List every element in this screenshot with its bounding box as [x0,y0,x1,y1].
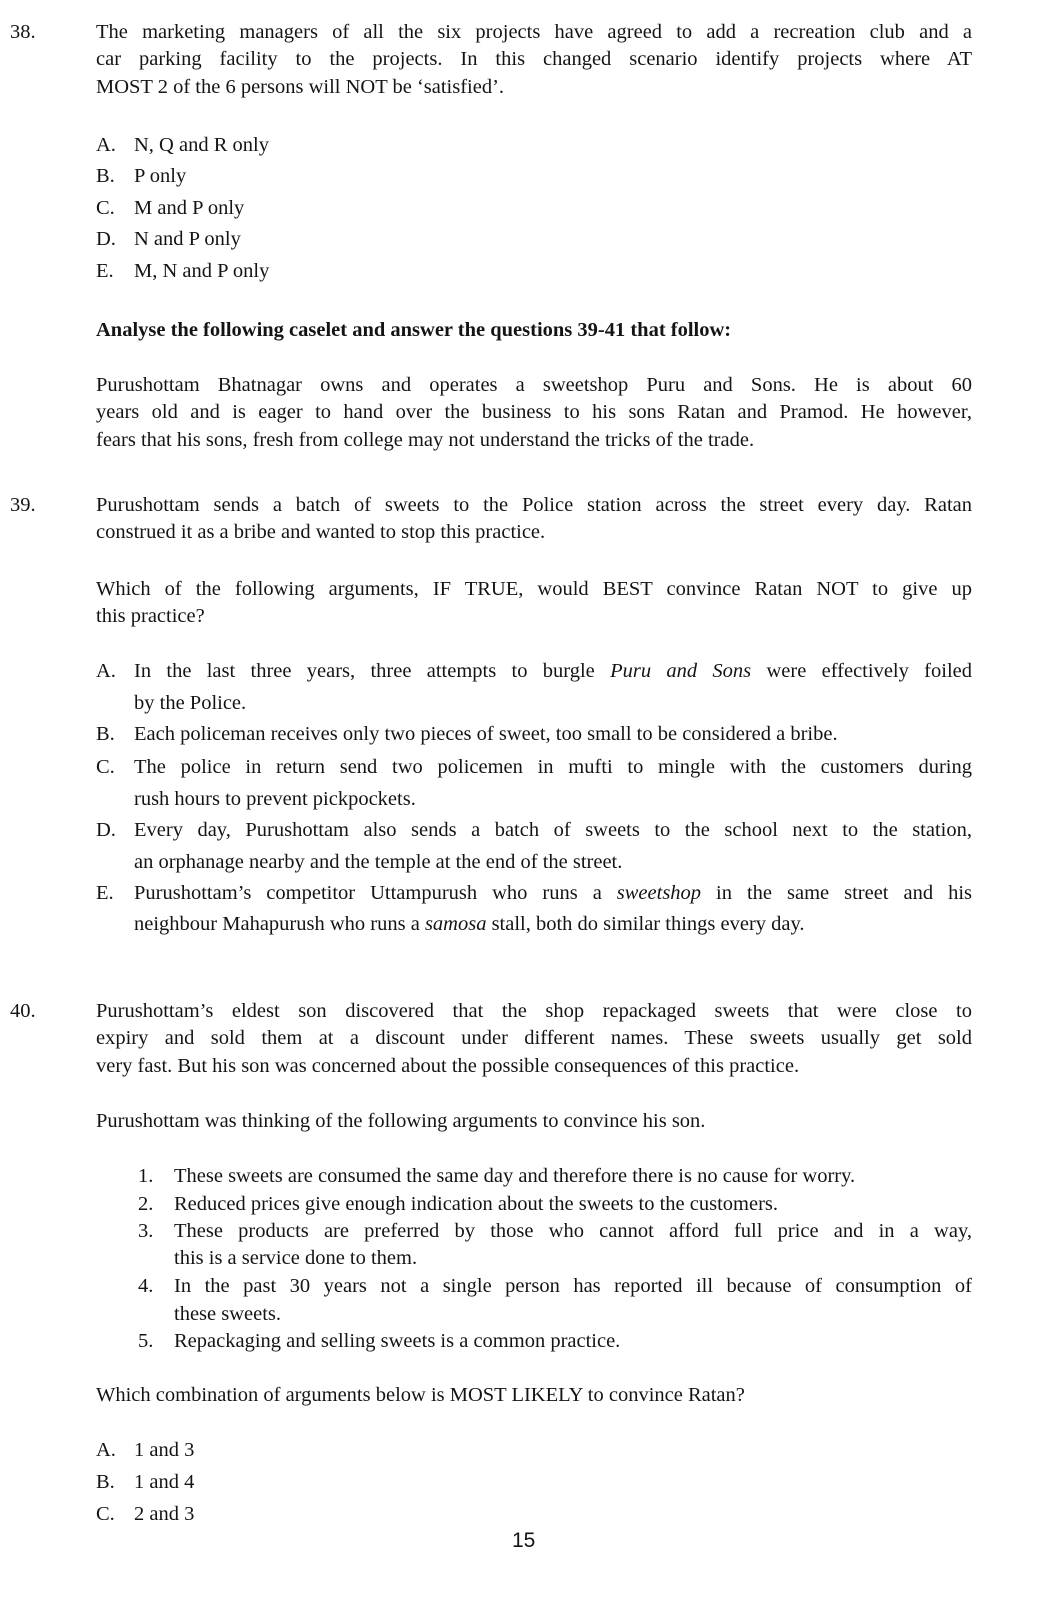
option-text: 1 and 4 [134,1471,195,1493]
question-prompt-line: Which of the following arguments, IF TRUE, would BEST convince Ratan NOT to give up [96,578,972,600]
question-number: 40. [10,1000,36,1022]
option-letter: B. [96,723,115,745]
question-text-line: construed it as a bribe and wanted to stop this practice. [96,521,546,543]
option-letter: E. [96,260,114,282]
option-text-line: Every day, Purushottam also sends a batch of sweets to the school next to the station, [134,819,972,841]
sweetshop-italic: sweetshop [616,882,702,904]
argument-text-line: this is a service done to them. [174,1247,418,1269]
option-text-line: Each policeman receives only two pieces of sweet, too small to be considered a bribe. [134,723,838,745]
argument-text-line: These sweets are consumed the same day and therefore there is no cause for worry. [174,1165,856,1187]
option-text: 2 and 3 [134,1503,195,1525]
option-letter: D. [96,228,116,250]
option-letter: E. [96,882,114,904]
argument-number: 5. [138,1330,154,1352]
question-text-line: car parking facility to the projects. In this changed scenario identify projects where AT [96,48,972,70]
option-text: N, Q and R only [134,134,269,156]
question-prompt-line: this practice? [96,605,205,627]
question-text-line: very fast. But his son was concerned about the possible consequences of this practice. [96,1055,800,1077]
question-text-line: Purushottam’s eldest son discovered that the shop repackaged sweets that were close to [96,1000,972,1022]
caselet-text-line: Purushottam Bhatnagar owns and operates a sweetshop Puru and Sons. He is about 60 [96,374,972,396]
question-intro: Purushottam was thinking of the following arguments to convince his son. [96,1110,706,1132]
option-text-line: rush hours to prevent pickpockets. [134,788,416,810]
option-text-line: In the last three years, three attempts to burgle Puru and Sons were effectively foiled [134,660,972,682]
option-text: M and P only [134,197,245,219]
option-letter: A. [96,1439,116,1461]
argument-number: 1. [138,1165,154,1187]
question-number: 39. [10,494,36,516]
page-number: 15 [512,1529,536,1552]
option-letter: B. [96,1471,115,1493]
question-text-line: MOST 2 of the 6 persons will NOT be ‘satisfied’. [96,76,505,98]
argument-number: 2. [138,1193,154,1215]
question-text-line: The marketing managers of all the six projects have agreed to add a recreation club and a [96,21,972,43]
argument-text-line: Reduced prices give enough indication about the sweets to the customers. [174,1193,779,1215]
option-letter: C. [96,197,115,219]
option-text: M, N and P only [134,260,270,282]
option-letter: D. [96,819,116,841]
option-letter: A. [96,660,116,682]
option-text: N and P only [134,228,241,250]
option-text-line: Purushottam’s competitor Uttampurush who runs a sweetshop in the same street and his [134,882,972,904]
option-text-line: an orphanage nearby and the temple at the end of the street. [134,851,623,873]
option-text-line: by the Police. [134,692,247,714]
caselet-text-line: fears that his sons, fresh from college may not understand the tricks of the trade. [96,429,755,451]
question-prompt: Which combination of arguments below is MOST LIKELY to convince Ratan? [96,1384,745,1406]
option-letter: C. [96,756,115,778]
option-text: P only [134,165,187,187]
argument-text-line: These products are preferred by those who cannot afford full price and in a way, [174,1220,972,1242]
caselet-heading: Analyse the following caselet and answer the questions 39-41 that follow: [96,319,732,341]
samosa-italic: samosa [424,913,487,935]
question-number: 38. [10,21,36,43]
option-text: 1 and 3 [134,1439,195,1461]
caselet-text-line: years old and is eager to hand over the business to his sons Ratan and Pramod. He however, [96,401,972,423]
question-text-line: Purushottam sends a batch of sweets to the Police station across the street every day. Ratan [96,494,972,516]
option-letter: C. [96,1503,115,1525]
argument-number: 3. [138,1220,154,1242]
argument-text-line: Repackaging and selling sweets is a common practice. [174,1330,621,1352]
argument-text-line: these sweets. [174,1303,282,1325]
argument-number: 4. [138,1275,154,1297]
option-text-line: neighbour Mahapurush who runs a samosa stall, both do similar things every day. [134,913,805,935]
option-text-line: The police in return send two policemen in mufti to mingle with the customers during [134,756,972,778]
argument-text-line: In the past 30 years not a single person has reported ill because of consumption of [174,1275,972,1297]
shop-name-italic: Puru and Sons [610,660,752,682]
option-letter: A. [96,134,116,156]
option-letter: B. [96,165,115,187]
question-text-line: expiry and sold them at a discount under different names. These sweets usually get sold [96,1027,972,1049]
